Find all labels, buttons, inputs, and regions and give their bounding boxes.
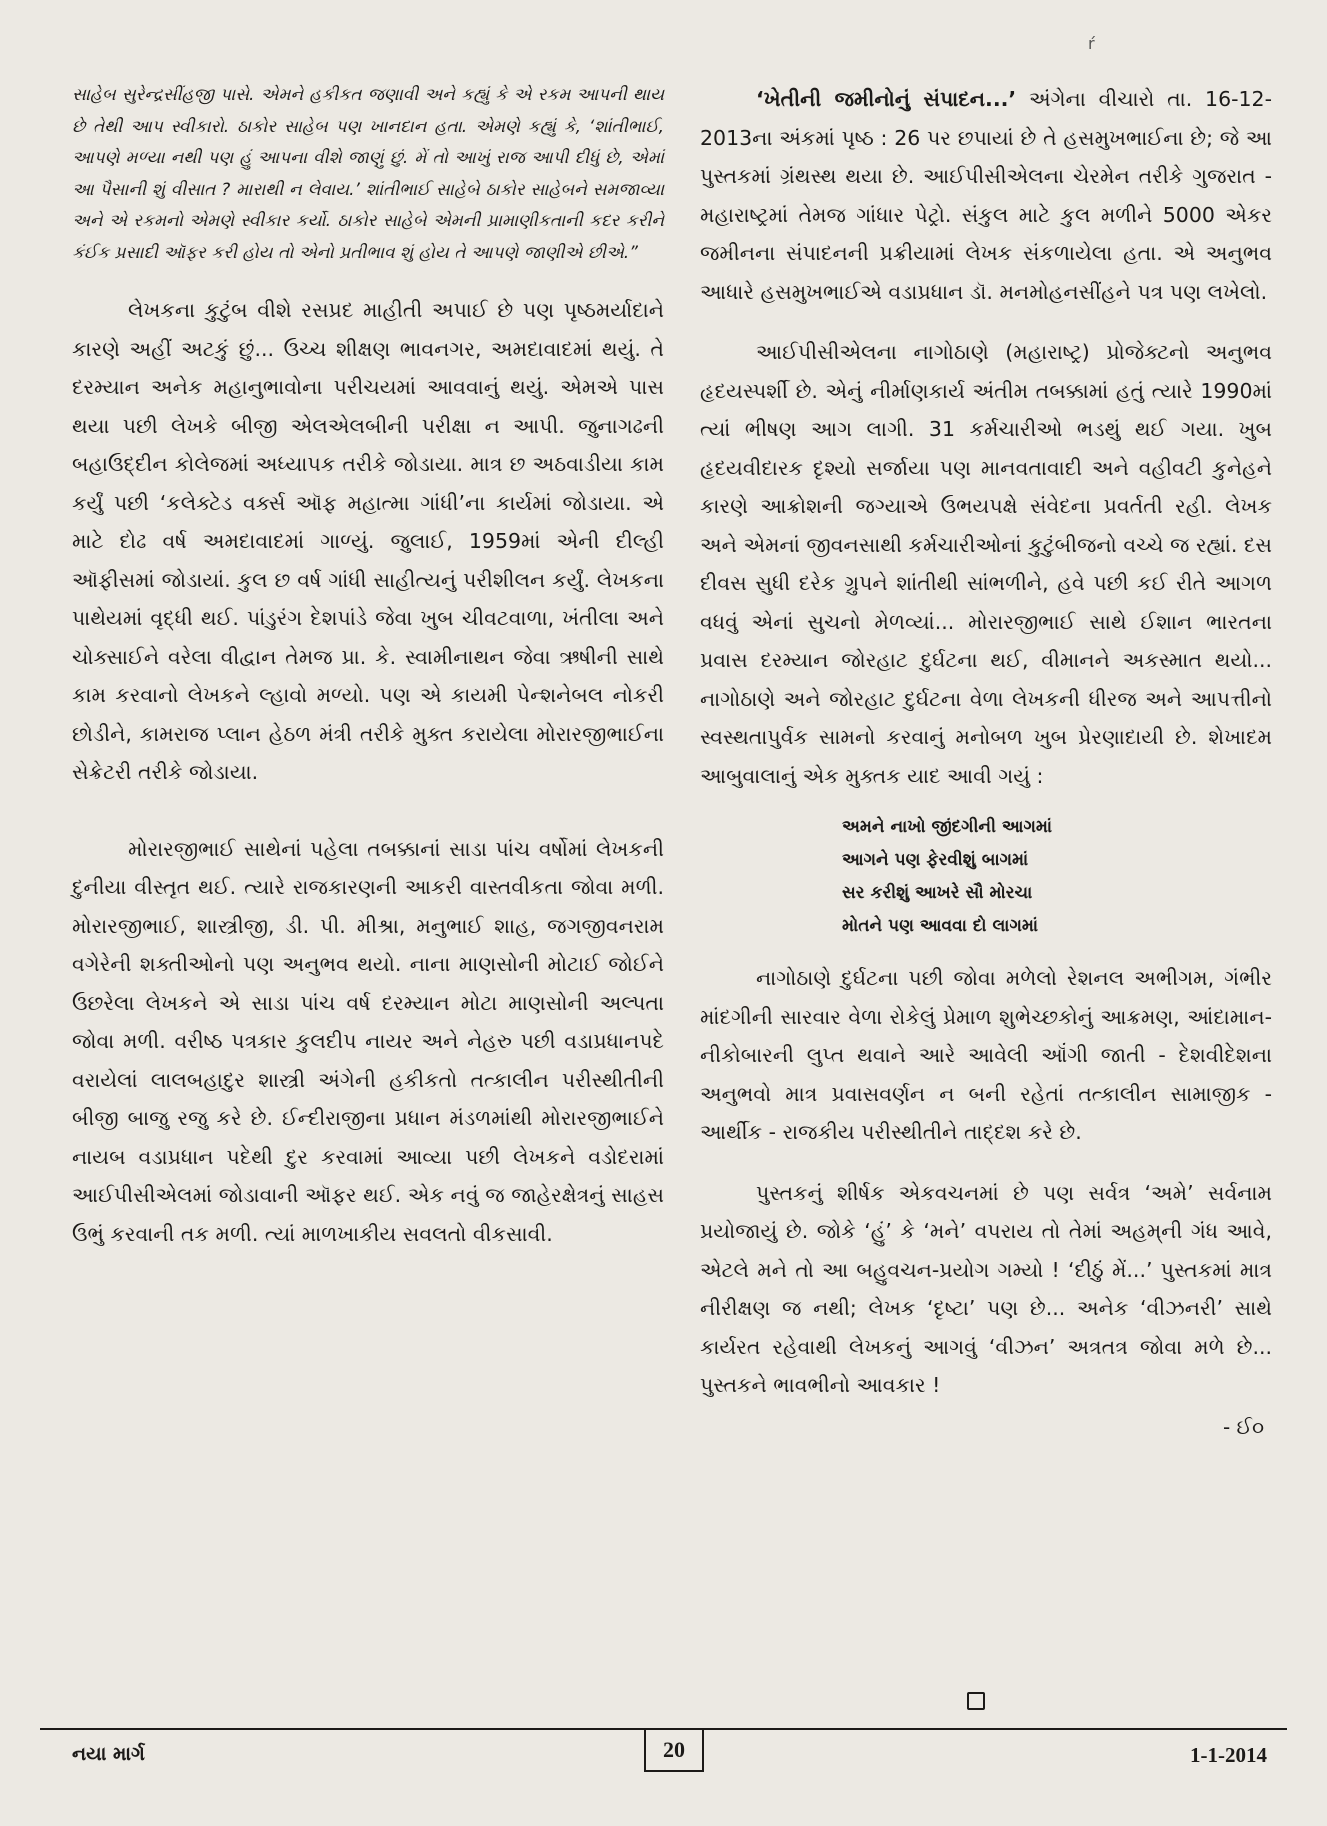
poem-line: સર કરીશું આખરે સૌ મોરચા (842, 883, 1033, 903)
right-paragraph-1 (700, 80, 1272, 311)
poem-line: આગને પણ ફેરવીશું બાગમાં (842, 850, 1029, 870)
quoted-passage (72, 80, 664, 269)
right-column (700, 80, 1272, 1439)
left-paragraph-2: મોરારજીભાઈ સાથેનાં પહેલા તબક્કાનાં સાડા પાંચ વર્ષોમાં લેખકની દુનીયા વીસ્તૃત થઈ. ત્યારે રાજકારણની આકરી વાસ્તવીકતા જોવા મળી. મોરારજીભાઈ, શાસ્ત્રીજી, ડી. પી. મીશ્રા, મનુભાઈ શાહ, જગજીવનરામ વગેરેની શક્તીઓનો પણ અનુભવ થયો. નાના માણસોની મોટાઈ જોઈને ઉછરેલા લેખકને એ સાડા પાંચ વર્ષ દરમ્યાન મોટા માણસોની અલ્પતા જોવા મળી. વરીષ્ઠ પત્રકાર કુલદીપ નાયર અને નેહરુ પછી વડાપ્રધાનપદે વરાયેલાં લાલબહાદુર શાસ્ત્રી અંગેની હકીકતો તત્કાલીન પરીસ્થીતીની બીજી બાજુ રજુ કરે છે. ઈન્દીરાજીના પ્રધાન મંડળમાંથી મોરારજીભાઈને નાયબ વડાપ્રધાન પદેથી દુર કરવામાં આવ્યા પછી લેખકને વડોદરામાં આઈપીસીએલમાં જોડાવાની ઑફર થઈ. એક નવું જ જાહેરક્ષેત્રનું સાહસ ઉભું કરવાની તક મળી. ત્યાં માળખાકીય સવલતો વીકસાવી. (72, 836, 664, 1246)
poem-muktak (842, 811, 1272, 943)
right-paragraph-1-text: અંગેના વીચારો તા. 16-12-2013ના અંકમાં પૃષ્ઠ : 26 પર છપાયાં છે તે હસમુખભાઈના છે; જે આ પુસ્તકમાં ગ્રંથસ્થ થયા છે. આઈપીસીએલના ચેરમેન તરીકે ગુજરાત - મહારાષ્ટ્રમાં તેમજ ગાંધાર પેટ્રો. સંકુલ માટે કુલ મળીને 5000 એકર જમીનના સંપાદનની પ્રક્રીયામાં લેખક સંકળાયેલા હતા. એ અનુભવ આધારે હસમુખભાઈએ વડાપ્રધાન ડૉ. મનમોહનસીંહને પત્ર પણ લખેલો. (700, 87, 1272, 304)
right-paragraph-3: નાગોઠાણે દુર્ઘટના પછી જોવા મળેલો રેશનલ અભીગમ, ગંભીર માંદગીની સારવાર વેળા રોકેલું પ્રેમાળ શુભેચ્છકોનું આક્રમણ, આંદામાન-નીકોબારની લુપ્ત થવાને આરે આવેલી ઑંગી જાતી - દેશવીદેશના અનુભવો માત્ર પ્રવાસવર્ણન ન બની રહેતાં તત્કાલીન સામાજીક - આર્થીક - રાજકીય પરીસ્થીતીને તાદ્દશ કરે છે. (700, 966, 1272, 1144)
right-paragraph-4: પુસ્તકનું શીર્ષક એકવચનમાં છે પણ સર્વત્ર ‘અમે’ સર્વનામ પ્રયોજાયું છે. જોકે ‘હું’ કે ‘મને’ વપરાય તો તેમાં અહમ્‌ની ગંધ આવે, એટલે મને તો આ બહુવચન-પ્રયોગ ગમ્યો ! ‘દીઠું મેં...’ પુસ્તકમાં માત્ર નીરીક્ષણ જ નથી; લેખક ‘દૃષ્ટા’ પણ છે... અનેક ‘વીઝનરી’ સાથે કાર્યરત રહેવાથી લેખકનું આગવું ‘વીઝન’ અત્રતત્ર જોવા મળે છે... પુસ્તકને ભાવભીનો આવકાર ! (700, 1180, 1272, 1397)
article-reference-title: ‘ખેતીની જમીનોનું સંપાદન...’ (756, 87, 1017, 111)
right-paragraph-2: આઈપીસીએલના નાગોઠાણે (મહારાષ્ટ્ર) પ્રોજેક્ટનો અનુભવ હૃદયસ્પર્શી છે. એનું નીર્માણકાર્ય અંતીમ તબક્કામાં હતું ત્યારે 1990માં ત્યાં ભીષણ આગ લાગી. 31 કર્મચારીઓ ભડથું થઈ ગયા. ખુબ હૃદયવીદારક દૃશ્યો સર્જાયા પણ માનવતાવાદી અને વહીવટી કુનેહને કારણે આક્રોશની જગ્યાએ ઉભયપક્ષે સંવેદના પ્રવર્તતી રહી. લેખક અને એમનાં જીવનસાથી કર્મચારીઓનાં કુટુંબીજનો વચ્ચે જ રહ્યાં. દસ દીવસ સુધી દરેક ગ્રુપને શાંતીથી સાંભળીને, હવે પછી કઈ રીતે આગળ વધવું એનાં સુચનો મેળવ્યાં... મોરારજીભાઈ સાથે ઈશાન ભારતના પ્રવાસ દરમ્યાન જોરહાટ દુર્ઘટના થઈ, વીમાનને અકસ્માત થયો... નાગોઠાણે અને જોરહાટ દુર્ઘટના વેળા લેખકની ધીરજ અને આપત્તીનો સ્વસ્થતાપુર્વક સામનો કરવાનું મનોબળ ખુબ પ્રેરણાદાયી છે. શેખાદમ આબુવાલાનું એક મુક્તક યાદ આવી ગયું : (700, 340, 1272, 788)
issue-date: 1-1-2014 (1190, 1743, 1267, 1767)
page-number: 20 (644, 1730, 704, 1772)
magazine-name: નયા માર્ગ (72, 1743, 145, 1765)
poem-line: અમને નાખો જીંદગીની આગમાં (842, 817, 1053, 837)
author-signature: - ઈ૦ (1222, 1414, 1264, 1439)
quote-text: સાહેબ સુરેન્દ્રસીંહજી પાસે. એમને હકીકત જણાવી અને કહ્યું કે એ રકમ આપની થાય છે તેથી આપ સ્વીકારો. ઠાકોર સાહેબ પણ ખાનદાન હતા. એમણે કહ્યું કે, ‘શાંતીભાઈ, આપણે મળ્યા નથી પણ હું આપના વીશે જાણું છું. મેં તો આખું રાજ આપી દીધું છે, એમાં આ પૈસાની શું વીસાત ? મારાથી ન લેવાય.’ શાંતીભાઈ સાહેબે ઠાકોર સાહેબને સમજાવ્યા અને એ રકમનો એમણે સ્વીકાર કર્યો. ઠાકોર સાહેબે એમની પ્રામાણીકતાની કદર કરીને કંઈક પ્રસાદી ઑફર કરી હોય તો એનો પ્રતીભાવ શું હોય તે આપણે જાણીએ છીએ.” (72, 85, 664, 263)
end-of-article-square-icon (967, 1692, 985, 1710)
corner-mark: ŕ (1088, 34, 1095, 53)
poem-line: મોતને પણ આવવા દો લાગમાં (842, 916, 1039, 936)
left-paragraph-1: લેખકના કુટુંબ વીશે રસપ્રદ માહીતી અપાઈ છે પણ પૃષ્ઠમર્યાદાને કારણે અહીં અટકું છું... ઉચ્ચ શીક્ષણ ભાવનગર, અમદાવાદમાં થયું. તે દરમ્યાન અનેક મહાનુભાવોના પરીચયમાં આવવાનું થયું. એમએ પાસ થયા પછી લેખકે બીજી એલએલબીની પરીક્ષા ન આપી. જુનાગઢની બહાઉદ્દીન કોલેજમાં અધ્યાપક તરીકે જોડાયા. માત્ર છ અઠવાડીયા કામ કર્યું પછી ‘કલેક્ટેડ વર્ક્સ ઑફ મહાત્મા ગાંધી’ના કાર્યમાં જોડાયા. એ માટે દોઢ વર્ષ અમદાવાદમાં ગાળ્યું. જુલાઈ, 1959માં એની દીલ્હી ઑફીસમાં જોડાયાં. કુલ છ વર્ષ ગાંધી સાહીત્યનું પરીશીલન કર્યું. લેખકના પાથેયમાં વૃદ્ધી થઈ. પાંડુરંગ દેશપાંડે જેવા ખુબ ચીવટવાળા, ખંતીલા અને ચોક્સાઈને વરેલા વીદ્વાન તેમજ પ્રા. કે. સ્વામીનાથન જેવા ઋષીની સાથે કામ કરવાનો લેખકને લ્હાવો મળ્યો. પણ એ કાયમી પેન્શનેબલ નોકરી છોડીને, કામરાજ પ્લાન હેઠળ મંત્રી તરીકે મુક્ત કરાયેલા મોરારજીભાઈના સેક્રેટરી તરીકે જોડાયા. (72, 298, 664, 784)
left-column (72, 80, 664, 1253)
